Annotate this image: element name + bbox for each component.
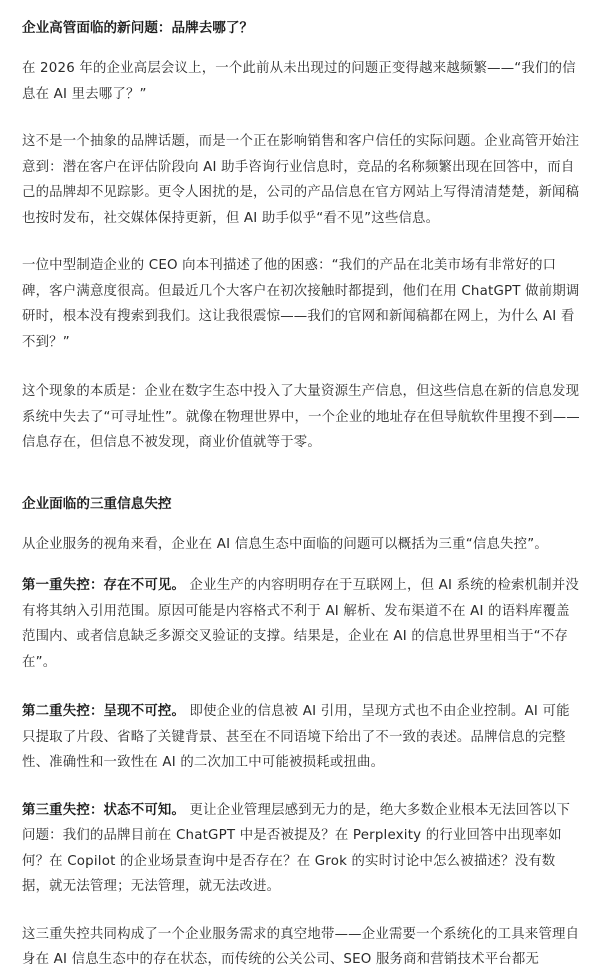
paragraph-intro: 在 2026 年的企业高层会议上，一个此前从未出现过的问题正变得越来越频繁——“我们的信息在 AI 里去哪了？”	[22, 61, 576, 102]
loss-three-title: 第三重失控：状态不可知。	[22, 802, 186, 818]
paragraph-conclusion: 这三重失控共同构成了一个企业服务需求的真空地带——企业需要一个系统化的工具来管理自身在 AI 信息生态中的存在状态，而传统的公关公司、SEO 服务商和营销技术平台都无	[22, 926, 580, 967]
paragraph-loss-three	[22, 798, 582, 900]
loss-two-title: 第二重失控：呈现不可控。	[22, 704, 186, 719]
paragraph-loss-two	[22, 699, 582, 776]
paragraph-loss-one	[22, 573, 582, 675]
section-heading-new-problem: 企业高管面临的新问题：品牌去哪了？	[22, 20, 254, 36]
paragraph-essence: 这个现象的本质是：企业在数字生态中投入了大量资源生产信息，但这些信息在新的信息发现系统中失去了“可寻址性”。就像在物理世界中，一个企业的地址存在但导航软件里搜不到——信息存在，但信息不被发现，商业价值就等于零。	[22, 384, 580, 450]
paragraph-overview: 从企业服务的视角来看，企业在 AI 信息生态中面临的问题可以概括为三重“信息失控”。	[22, 536, 548, 552]
section-heading-three-losses: 企业面临的三重信息失控	[22, 495, 172, 512]
article	[22, 16, 582, 973]
loss-two-body: 即使企业的信息被 AI 引用，呈现方式也不由企业控制。AI 可能只提取了片段、省略了关键背景、甚至在不同语境下给出了不一致的表述。品牌信息的完整性、准确性和一致性在 AI 的二次加工中可能被损耗或扭曲。	[22, 704, 570, 770]
loss-three-body: 更让企业管理层感到无力的是，绝大多数企业根本无法回答以下问题：我们的品牌目前在 ChatGPT 中是否被提及？在 Perplexity 的行业回答中出现率如何？在 Copilot 的企业场景查询中是否存在？在 Grok 的实时讨论中怎么被描述？没有数据，就无法管理；无法管理，就无法改进。	[22, 802, 571, 894]
paragraph-brand-issue: 这不是一个抽象的品牌话题，而是一个正在影响销售和客户信任的实际问题。企业高管开始注意到：潜在客户在评估阶段向 AI 助手咨询行业信息时，竞品的名称频繁出现在回答中，而自己的品牌却不见踪影。更令人困扰的是，公司的产品信息在官方网站上写得清清楚楚，新闻稿也按时发布，社交媒体保持更新，但 AI 助手似乎“看不见”这些信息。	[22, 134, 580, 226]
loss-one-body: 企业生产的内容明明存在于互联网上，但 AI 系统的检索机制并没有将其纳入引用范围。原因可能是内容格式不利于 AI 解析、发布渠道不在 AI 的语料库覆盖范围内、或者信息缺乏多源交叉验证的支撑。结果是，企业在 AI 的信息世界里相当于“不存在”。	[22, 578, 579, 670]
paragraph-ceo-quote: 一位中型制造企业的 CEO 向本刊描述了他的困惑：“我们的产品在北美市场有非常好的口碑，客户满意度很高。但最近几个大客户在初次接触时都提到，他们在用 ChatGPT 做前期调研时，根本没有搜索到我们。这让我很震惊——我们的官网和新闻稿都在网上，为什么 AI 看不到？”	[22, 258, 580, 350]
loss-one-title: 第一重失控：存在不可见。	[22, 578, 186, 593]
